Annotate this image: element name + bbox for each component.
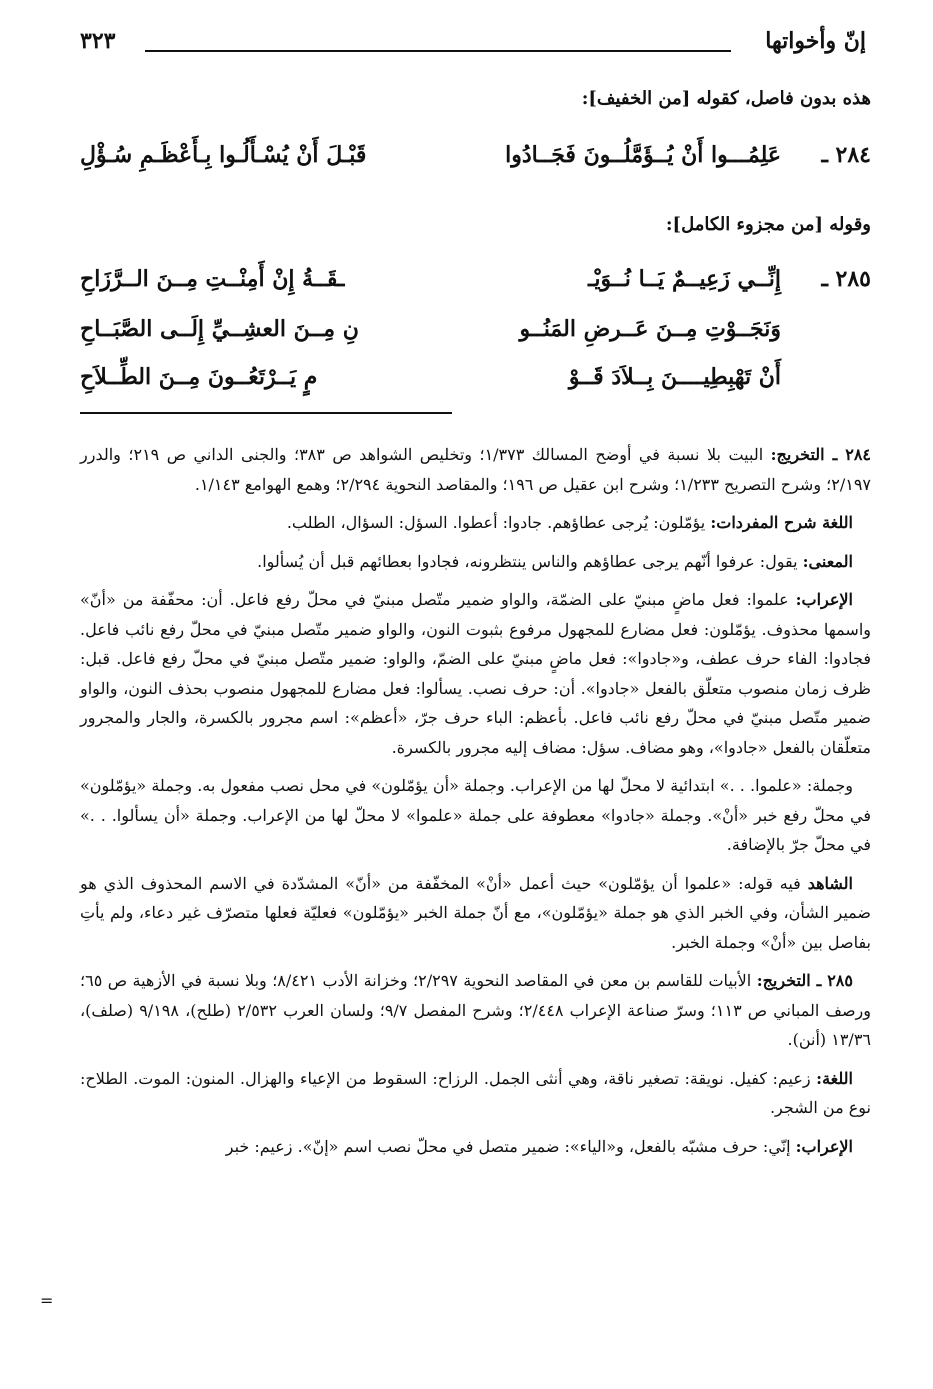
note-label: اللغة: bbox=[816, 1068, 853, 1088]
verse-second-hemistich: نِ مِــنَ العشِــيِّ إِلَــى الصَّبَــاحِ bbox=[80, 316, 359, 342]
note-text: يقول: عرفوا أنّهم يرجى عطاؤهم والناس ينتظرونه، فجادوا بعطائهم قبل أن يُسألوا. bbox=[257, 551, 803, 571]
footnote-separator bbox=[80, 412, 452, 414]
note-text: وجملة: «علموا. . .» ابتدائية لا محلّ لها من الإعراب. وجملة «أن يؤمّلون» في محل نصب مفعول به. وجملة «يؤمّلون» في محلّ رفع خبر «أنْ». وجملة «جادوا» معطوفة على جملة «علموا» لا محلّ لها من الإعراب. وجملة «أن يسألوا. . .» في محلّ جرّ بالإضافة. bbox=[80, 776, 871, 854]
note-label: الإعراب: bbox=[795, 1136, 853, 1156]
note-text: البيت بلا نسبة في أوضح المسالك ١/٣٧٣؛ وتخليص الشواهد ص ٣٨٣؛ والجنى الداني ص ٢١٩؛ والدرر ٢/١٩٧؛ وشرح التصريح ١/٢٣٣؛ وشرح ابن عقيل ص ١٩٦؛ والمقاصد النحوية ٢/٢٩٤؛ وهمع الهوامع ١/١٤٣. bbox=[80, 445, 871, 494]
header-rule bbox=[145, 50, 731, 52]
intro-line: هذه بدون فاصل، كقوله [من الخفيف]: bbox=[581, 88, 871, 109]
note-sentences-284 bbox=[80, 771, 871, 860]
note-label: ٢٨٤ ـ التخريج: bbox=[770, 445, 872, 464]
verse-first-hemistich: عَلِمُـــوا أَنْ يُــؤَمَّلُــونَ فَجَــادُوا bbox=[505, 142, 781, 168]
verse-number: ٢٨٥ ـ bbox=[821, 266, 871, 292]
note-shahid-284 bbox=[80, 869, 871, 958]
note-label: المعنى: bbox=[802, 551, 853, 571]
running-title: إنّ وأخواتها bbox=[765, 28, 866, 54]
note-text: الأبيات للقاسم بن معن في المقاصد النحوية ٢/٢٩٧؛ وخزانة الأدب ٨/٤٢١؛ وبلا نسبة في الأزهية ص ٦٥؛ ورصف المباني ص ١١٣؛ وسرّ صناعة الإعراب ٢/٤٤٨؛ وشرح المفصل ٩/٧؛ ولسان العرب ٢/٥٣٢ (طلح)، ٩/١٩٨ (صلف)، ١٣/٣٦ (أنن). bbox=[80, 971, 871, 1049]
note-vocabulary-285 bbox=[80, 1064, 871, 1123]
verse-285-intro: وقوله [من مجزوء الكامل]: bbox=[665, 214, 871, 235]
footnotes bbox=[80, 440, 871, 1170]
note-label: ٢٨٥ ـ التخريج: bbox=[756, 971, 853, 990]
verse-first-hemistich: وَنَجَــوْتِ مِــنَ عَــرضِ المَنُــو bbox=[519, 316, 781, 342]
note-text: إنّي: حرف مشبّه بالفعل، و«الياء»: ضمير متصل في محلّ نصب اسم «إنّ». زعيم: خبر bbox=[225, 1136, 796, 1156]
page-number: ٣٢٣ bbox=[80, 28, 116, 54]
continuation-mark: = bbox=[40, 1291, 54, 1310]
note-text: يؤمّلون: يُرجى عطاؤهم. جادوا: أعطوا. السؤل: السؤال، الطلب. bbox=[286, 513, 711, 532]
note-takhrij-285 bbox=[80, 966, 871, 1055]
verse-first-hemistich: أَنْ تَهْبِطِيــــنَ بِــلاَدَ قَــوْ bbox=[568, 364, 781, 390]
note-label: الشاهد bbox=[807, 873, 853, 893]
note-vocabulary-284 bbox=[80, 508, 871, 538]
verse-second-hemistich: ـقَــةُ إِنْ أَمِنْــتِ مِــنَ الــرَّزَاحِ bbox=[80, 266, 345, 292]
verse-285-line-1 bbox=[80, 266, 871, 306]
note-text: فيه قوله: «علموا أن يؤمّلون» حيث أعمل «أنْ» المخفّفة من «أنّ» المشدّدة في الاسم المحذوف الذي هو ضمير الشأن، وفي الخبر الذي هو جملة «يؤمّلون»، مع أنّ جملة الخبر «يؤمّلون» فعليّة فعلها متصرّف غير دعاء، ولم يأتِ بفاصل بين «أنْ» وجملة الخبر. bbox=[80, 873, 871, 952]
note-label: الإعراب: bbox=[795, 590, 853, 609]
verse-284 bbox=[80, 142, 871, 182]
note-text: زعيم: كفيل. نويقة: تصغير ناقة، وهي أنثى الجمل. الرزاح: السقوط من الإعياء والهزال. المنون: الموت. الطلاح: نوع من الشجر. bbox=[80, 1068, 871, 1117]
verse-285-line-3 bbox=[80, 364, 871, 404]
note-takhrij-284 bbox=[80, 440, 871, 499]
note-irab-285 bbox=[80, 1132, 871, 1162]
note-text: علموا: فعل ماضٍ مبنيّ على الضمّة، والواو ضمير متّصل مبنيّ في محلّ رفع فاعل. أن: محفّفة من «أنّ» واسمها محذوف. يؤمّلون: فعل مضارع للمجهول مرفوع بثبوت النون، والواو ضمير متّصل مبنيّ في محلّ رفع نائب فاعل. فجادوا: الفاء حرف عطف، و«جادوا»: فعل ماضٍ مبنيّ على الضمّ، والواو: ضمير متّصل مبنيّ في محلّ رفع فاعل. قبل: ظرف زمان منصوب متعلّق بالفعل «جادوا». أن: حرف نصب. يسألوا: فعل مضارع للمجهول منصوب بحذف النون، والواو ضمير متّصل مبنيّ في محلّ رفع نائب فاعل. بأعظم: الباء حرف جرّ، «أعظم»: اسم مجرور بالكسرة، والجار والمجرور متعلّقان بالفعل «جادوا»، وهو مضاف. سؤل: مضاف إليه مجرور بالكسرة. bbox=[80, 590, 871, 757]
verse-number: ٢٨٤ ـ bbox=[821, 142, 871, 168]
verse-second-hemistich: مٍ يَــرْتَعُــونَ مِــنَ الطِّــلاَحِ bbox=[80, 364, 318, 390]
note-irab-284 bbox=[80, 585, 871, 762]
note-label: اللغة شرح المفردات: bbox=[710, 513, 853, 532]
verse-285-line-2 bbox=[80, 316, 871, 356]
page-header bbox=[80, 28, 866, 62]
verse-second-hemistich: قَبْـلَ أَنْ يُسْـأَلُـوا بِـأَعْظَـمِ سُـؤْلِ bbox=[80, 142, 367, 168]
verse-first-hemistich: إِنِّــي زَعِيــمٌ يَــا نُــوَيْـ bbox=[587, 266, 781, 292]
note-meaning-284 bbox=[80, 547, 871, 577]
